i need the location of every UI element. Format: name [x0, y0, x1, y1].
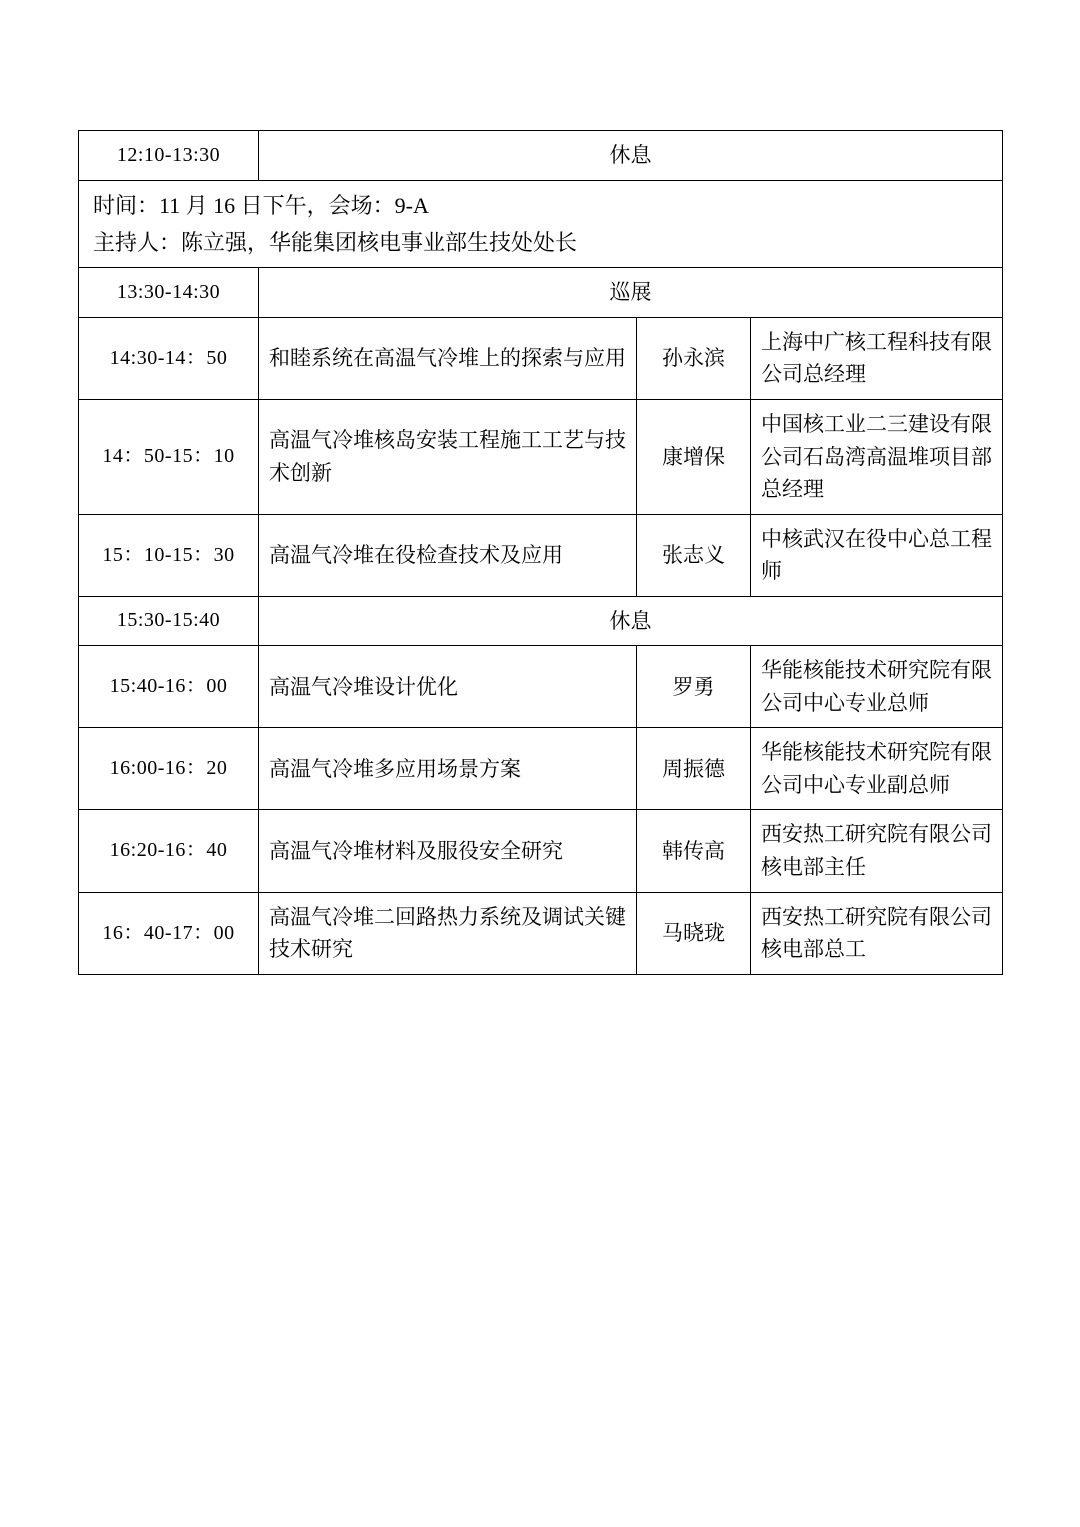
agenda-table-body	[79, 131, 1003, 975]
table-row	[79, 596, 1003, 646]
row-break-label: 休息	[259, 131, 1003, 181]
row-time: 15：10-15：30	[79, 514, 259, 596]
row-title: 高温气冷堆核岛安装工程施工工艺与技术创新	[259, 399, 637, 514]
table-row	[79, 728, 1003, 810]
row-affiliation: 中核武汉在役中心总工程师	[751, 514, 1003, 596]
table-row	[79, 514, 1003, 596]
row-time: 15:40-16：00	[79, 646, 259, 728]
table-row	[79, 268, 1003, 318]
agenda-table	[78, 130, 1003, 975]
row-title: 高温气冷堆在役检查技术及应用	[259, 514, 637, 596]
row-time: 14:30-14：50	[79, 317, 259, 399]
table-row	[79, 810, 1003, 892]
row-affiliation: 华能核能技术研究院有限公司中心专业副总师	[751, 728, 1003, 810]
row-break-label: 巡展	[259, 268, 1003, 318]
row-affiliation: 上海中广核工程科技有限公司总经理	[751, 317, 1003, 399]
row-title: 高温气冷堆二回路热力系统及调试关键技术研究	[259, 892, 637, 974]
row-affiliation: 西安热工研究院有限公司核电部主任	[751, 810, 1003, 892]
row-time: 13:30-14:30	[79, 268, 259, 318]
row-title: 和睦系统在高温气冷堆上的探索与应用	[259, 317, 637, 399]
table-row	[79, 892, 1003, 974]
session-header-line1: 时间：11 月 16 日下午，会场：9-A	[93, 192, 429, 218]
table-row-session-header	[79, 180, 1003, 268]
row-time: 16：40-17：00	[79, 892, 259, 974]
row-person: 周振德	[637, 728, 751, 810]
row-person: 张志义	[637, 514, 751, 596]
row-title: 高温气冷堆多应用场景方案	[259, 728, 637, 810]
row-time: 16:00-16：20	[79, 728, 259, 810]
row-affiliation: 西安热工研究院有限公司核电部总工	[751, 892, 1003, 974]
session-header-line2: 主持人：陈立强，华能集团核电事业部生技处处长	[93, 229, 578, 255]
row-title: 高温气冷堆材料及服役安全研究	[259, 810, 637, 892]
table-row	[79, 399, 1003, 514]
row-time: 12:10-13:30	[79, 131, 259, 181]
row-person: 韩传高	[637, 810, 751, 892]
row-title: 高温气冷堆设计优化	[259, 646, 637, 728]
session-header-cell	[79, 180, 1003, 268]
row-person: 马晓珑	[637, 892, 751, 974]
row-break-label: 休息	[259, 596, 1003, 646]
table-row	[79, 131, 1003, 181]
row-time: 14：50-15：10	[79, 399, 259, 514]
row-person: 孙永滨	[637, 317, 751, 399]
table-row	[79, 646, 1003, 728]
row-time: 15:30-15:40	[79, 596, 259, 646]
row-time: 16:20-16：40	[79, 810, 259, 892]
row-affiliation: 中国核工业二三建设有限公司石岛湾高温堆项目部总经理	[751, 399, 1003, 514]
table-row	[79, 317, 1003, 399]
row-person: 罗勇	[637, 646, 751, 728]
row-person: 康增保	[637, 399, 751, 514]
row-affiliation: 华能核能技术研究院有限公司中心专业总师	[751, 646, 1003, 728]
